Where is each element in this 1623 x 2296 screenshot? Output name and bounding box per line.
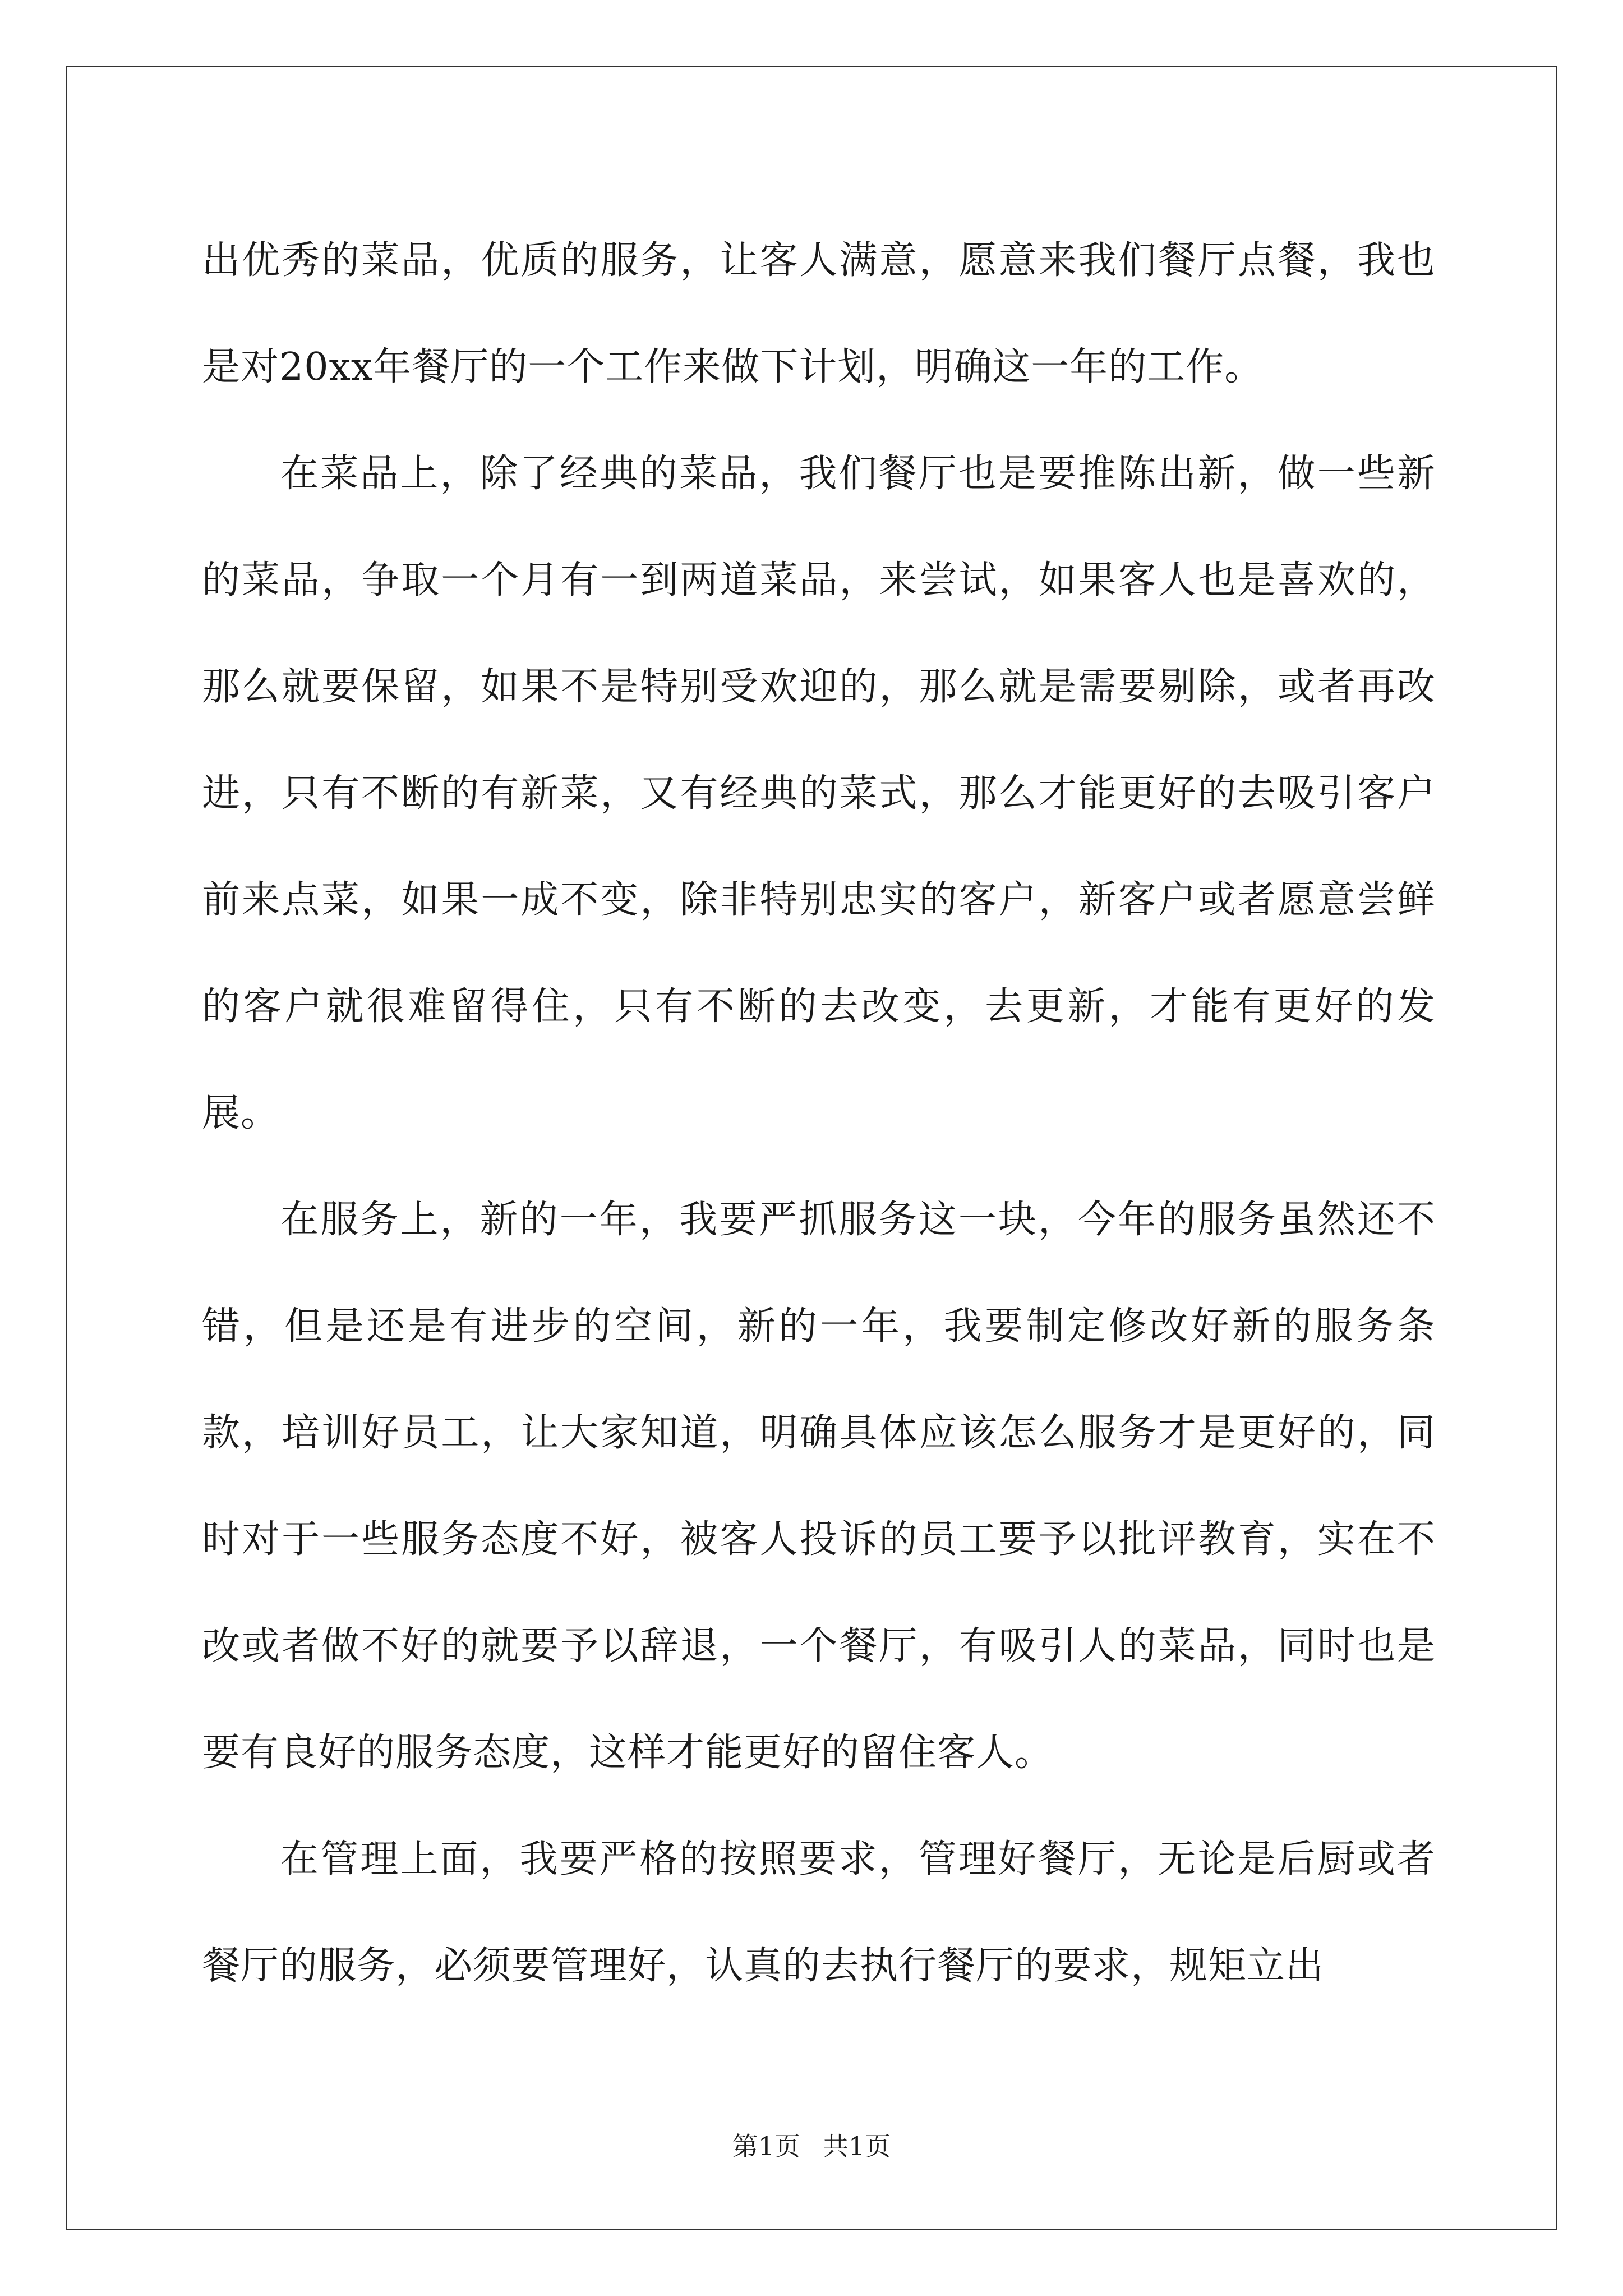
paragraph-1: 出优秀的菜品，优质的服务，让客人满意，愿意来我们餐厅点餐，我也是对20xx年餐厅的一个工作来做下计划，明确这一年的工作。 xyxy=(202,238,1436,389)
page-total: 共1页 xyxy=(823,2131,891,2161)
page-footer xyxy=(0,2126,1623,2163)
paragraph-2: 在菜品上，除了经典的菜品，我们餐厅也是要推陈出新，做一些新的菜品，争取一个月有一到两道菜品，来尝试，如果客人也是喜欢的，那么就要保留，如果不是特别受欢迎的，那么就是需要剔除，或者再改进，只有不断的有新菜，又有经典的菜式，那么才能更好的去吸引客户前来点菜，如果一成不变，除非特别忠实的客户，新客户或者愿意尝鲜的客户就很难留得住，只有不断的去改变，去更新，才能有更好的发展。 xyxy=(202,452,1436,1135)
paragraph-3: 在服务上，新的一年，我要严抓服务这一块，今年的服务虽然还不错，但是还是有进步的空间，新的一年，我要制定修改好新的服务条款，培训好员工，让大家知道，明确具体应该怎么服务才是更好的，同时对于一些服务态度不好，被客人投诉的员工要予以批评教育，实在不改或者做不好的就要予以辞退，一个餐厅，有吸引人的菜品，同时也是要有良好的服务态度，这样才能更好的留住客人。 xyxy=(202,1198,1436,1775)
document-body xyxy=(202,208,1436,2019)
paragraph-4: 在管理上面，我要严格的按照要求，管理好餐厅，无论是后厨或者餐厅的服务，必须要管理好，认真的去执行餐厅的要求，规矩立出 xyxy=(202,1837,1436,1988)
page-number: 第1页 xyxy=(732,2131,800,2161)
